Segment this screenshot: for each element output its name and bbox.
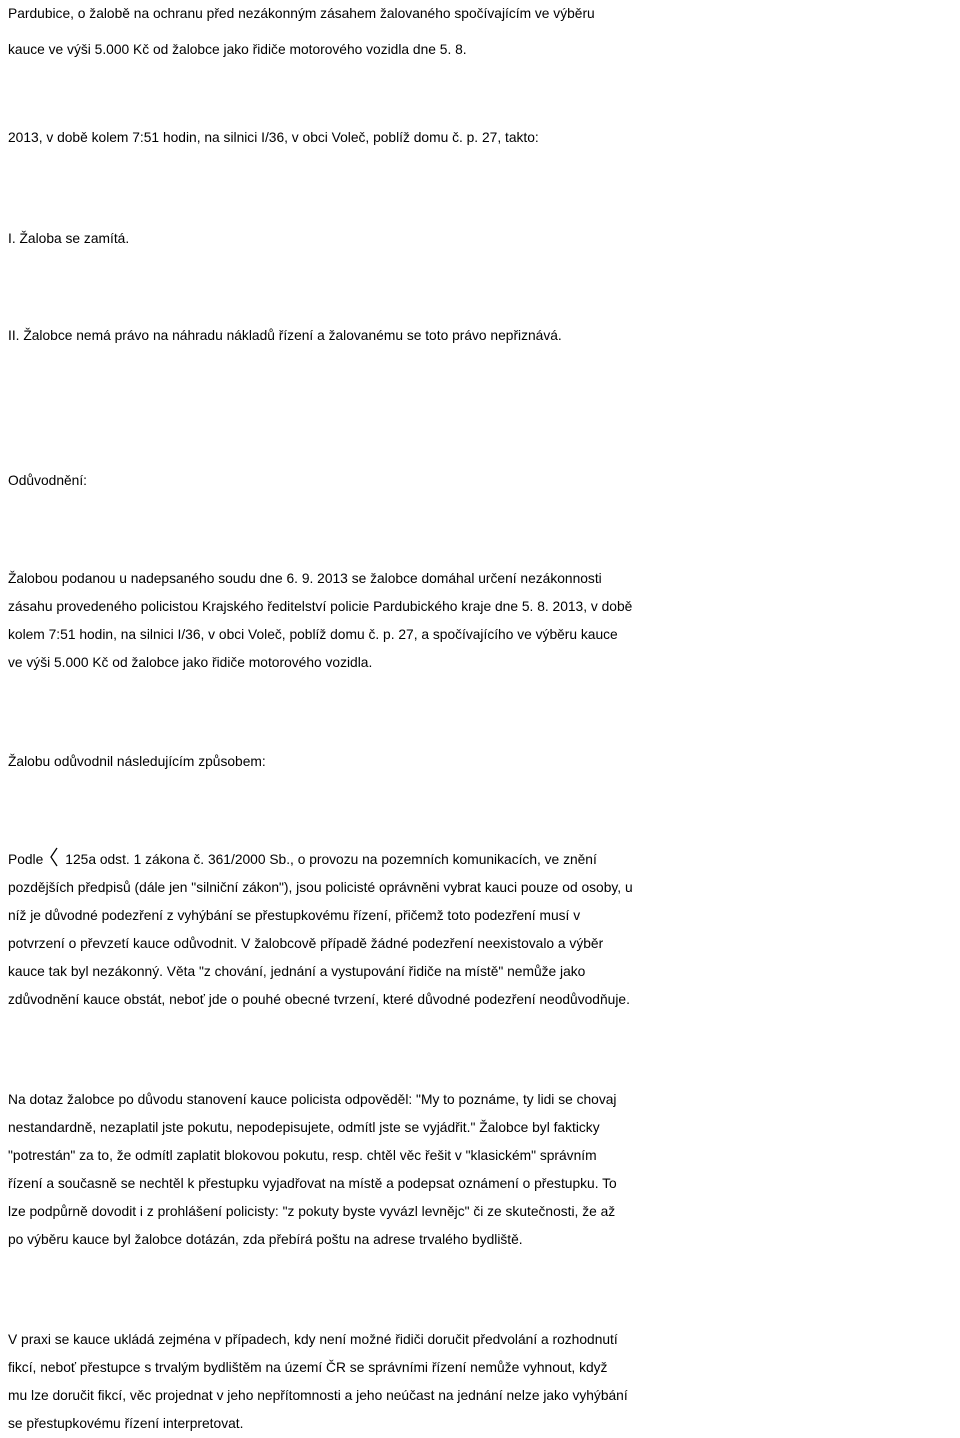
para3-line-5: kauce tak byl nezákonný. Věta "z chování, jednání a vystupování řidiče na místě" nemůže jako: [8, 964, 586, 979]
para3-line-1-pre: Podle: [8, 852, 44, 867]
paragraph-1: [0, 565, 960, 677]
para1-line-1: Žalobou podanou u nadepsaného soudu dne 6. 9. 2013 se žalobce domáhal určení nezákonnosti: [8, 571, 602, 586]
para1-line-2: zásahu provedeného policistou Krajského ředitelství policie Pardubického kraje dne 5. 8. 2013, v době: [8, 599, 633, 614]
para3-line-6: zdůvodnění kauce obstát, neboť jde o pouhé obecné tvrzení, které důvodné podezření neodůvodňuje.: [8, 992, 630, 1007]
intro-paragraph-cont: [0, 124, 960, 152]
verdict-item-1: [0, 225, 960, 253]
section-sign: [49, 847, 59, 867]
verdict-item-2: [0, 322, 960, 350]
intro-line-1: Pardubice, o žalobě na ochranu před nezákonným zásahem žalovaného spočívajícím ve výběru: [8, 6, 595, 21]
para4-line-2: nestandardně, nezaplatil jste pokutu, nepodepisujete, odmítl jste se vyjádřit." Žalobce byl fakticky: [8, 1120, 600, 1135]
para4-line-4: řízení a současně se nechtěl k přestupku vyjadřovat na místě a podepsat oznámení o přestupku. To: [8, 1176, 617, 1191]
para3-line-3: níž je důvodné podezření z vyhýbání se přestupkovému řízení, přičemž toto podezření musí v: [8, 908, 581, 923]
para4-line-5: lze podpůrně dovodit i z prohlášení policisty: "z pokuty byste vyvázl levnějc" či ze skutečnosti, že až: [8, 1204, 616, 1219]
paragraph-2: [0, 748, 960, 776]
intro-line-2: kauce ve výši 5.000 Kč od žalobce jako řidiče motorového vozidla dne 5. 8.: [8, 42, 467, 57]
intro-paragraph: [0, 0, 960, 64]
para5-line-2: fikcí, neboť přestupce s trvalým bydlištěm na území ČR se správními řízení nemůže vyhnout, když: [8, 1360, 608, 1375]
para1-line-4: ve výši 5.000 Kč od žalobce jako řidiče motorového vozidla.: [8, 655, 373, 670]
para4-line-1: Na dotaz žalobce po důvodu stanovení kauce policista odpověděl: "My to poznáme, ty lidi se chovaj: [8, 1092, 617, 1107]
para3-line-2: pozdějších předpisů (dále jen "silniční zákon"), jsou policisté oprávněni vybrat kauci pouze od osoby, u: [8, 880, 633, 895]
verdict-item-2-text: II. Žalobce nemá právo na náhradu nákladů řízení a žalovanému se toto právo nepřiznává.: [8, 328, 562, 343]
para3-line-1-post: 125a odst. 1 zákona č. 361/2000 Sb., o provozu na pozemních komunikacích, ve znění: [65, 852, 597, 867]
reasoning-heading: [0, 467, 960, 495]
para4-line-3: "potrestán" za to, že odmítl zaplatit blokovou pokutu, resp. chtěl věc řešit v "klasickém" správním: [8, 1148, 597, 1163]
para5-line-4: se přestupkovému řízení interpretovat.: [8, 1416, 244, 1431]
paragraph-3: [0, 846, 960, 1014]
reasoning-heading-text: Odůvodnění:: [8, 473, 88, 488]
verdict-item-1-text: I. Žaloba se zamítá.: [8, 231, 130, 246]
paragraph-5: [0, 1326, 960, 1438]
intro-line-3: 2013, v době kolem 7:51 hodin, na silnici I/36, v obci Voleč, poblíž domu č. p. 27, takto:: [8, 130, 539, 145]
para5-line-1: V praxi se kauce ukládá zejména v případech, kdy není možné řidiči doručit předvolání a rozhodnutí: [8, 1332, 618, 1347]
paragraph-4: [0, 1086, 960, 1254]
para5-line-3: mu lze doručit fikcí, věc projednat v jeho nepřítomnosti a jeho neúčast na jednání nelze jako vyhýbání: [8, 1388, 628, 1403]
para3-line-1: [0, 846, 960, 874]
para2-text: Žalobu odůvodnil následujícím způsobem:: [8, 754, 266, 769]
para1-line-3: kolem 7:51 hodin, na silnici I/36, v obci Voleč, poblíž domu č. p. 27, a spočívajícího ve výběru kauce: [8, 627, 618, 642]
para3-line-4: potvrzení o převzetí kauce odůvodnit. V žalobcově případě žádné podezření neexistovalo a výběr: [8, 936, 604, 951]
para4-line-6: po výběru kauce byl žalobce dotázán, zda přebírá poštu na adrese trvalého bydliště.: [8, 1232, 523, 1247]
